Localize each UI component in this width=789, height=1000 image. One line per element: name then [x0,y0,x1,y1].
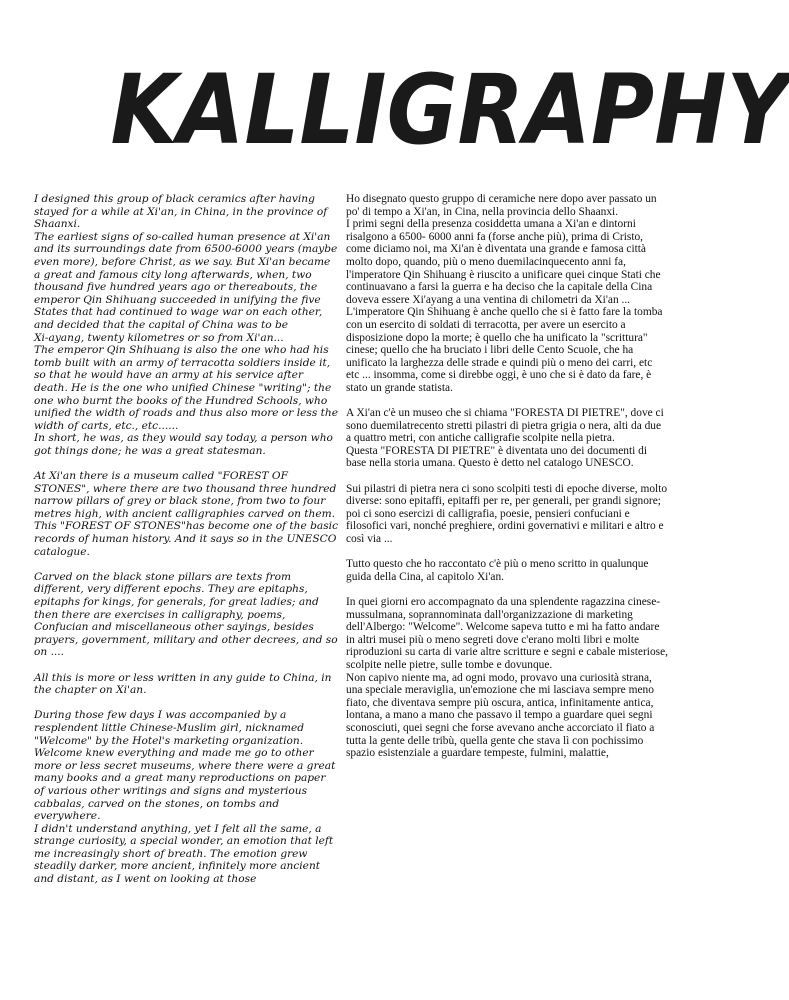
italian-paragraph: In quei giorni ero accompagnato da una splendente ragazzina cinese-mussulmana, soprannominata dall'organizzazione di marketing dell'Albergo: "Welcome". Welcome sapeva tutto e mi ha fatto andare in altri musei più o meno segreti dove c'erano molti libri e molte riproduzioni su carta di varie altre scritture e segni e cabale misteriose, scolpite nelle pietre, sulle tombe e dovunque. Non capivo niente ma, ad ogni modo, provavo una curiosità strana, una speciale meraviglia, un'emozione che mi lasciava sempre meno fiato, che diventava sempre più oscura, antica, infinitamente antica, lontana, a mano a mano che passavo il tempo a guardare quei segni sconosciuti, quei segni che forse avevano anche accorciato il fiato a tutta la gente delle tribù, quella gente che stava lì con pochissimo spazio esistenziale a guardare tempeste, fulmini, malattie, [346,596,668,760]
english-paragraph: Carved on the black stone pillars are texts from different, very different epochs. They are epitaphs, epitaphs for kings, for generals, for great ladies; and then there are exercises in calligraphy, poems, Confucian and miscellaneous other sayings, besides prayers, government, military and other decrees, and so on .... [34,570,338,659]
italian-paragraph: A Xi'an c'è un museo che si chiama "FORESTA DI PIETRE", dove ci sono duemilatrecento stretti pilastri di pietra grigia o nera, alti da due a quattro metri, con antiche calligrafie scolpite nella pietra. Questa "FORESTA DI PIETRE" è diventata uno dei documenti di base nella storia umana. Questo è detto nel catalogo UNESCO. [346,407,664,470]
english-paragraph: During those few days I was accompanied by a resplendent little Chinese-Muslim girl, nicknamed "Welcome" by the Hotel's marketing organization. Welcome knew everything and made me go to other more or less secret museums, where there were a great many books and a great many reproductions on paper of various other writings and signs and mysterious cabbalas, carved on the stones, on tombs and everywhere. I didn't understand anything, yet I felt all the same, a strange curiosity, a special wonder, an emotion that left me increasingly short of breath. The emotion grew steadily darker, more ancient, infinitely more ancient and distant, as I went on looking at those [34,709,336,886]
italian-paragraph: Ho disegnato questo gruppo di ceramiche nere dopo aver passato un po' di tempo a Xi'an, in Cina, nella provincia dello Shaanxi. I primi segni della presenza cosiddetta umana a Xi'an e dintorni risalgono a 6500- 6000 anni fa (forse anche più), prima di Cristo, come diciamo noi, ma Xi'an è diventata una grande e famosa città molto dopo, quando, più o meno duemilacinquecento anni fa, l'imperatore Qin Shihuang è riuscito a unificare quei cinque Stati che continuavano a farsi la guerra e ha deciso che la capitale della Cina doveva essere Xi'ayang a una ventina di chilometri da Xi'an ... L'imperatore Qin Shihuang è anche quello che si è fatto fare la tomba con un esercito di soldati di terracotta, per avere un esercito a disposizione dopo la morte; è quello che ha unificato la "scrittura" cinese; quello che ha bruciato i libri delle Cento Scuole, che ha unificato la larghezza delle strade e quindi più o meno dei carri, etc etc ... insomma, come si direbbe oggi, è uno che si è dato da fare, è stato un grande statista. [346,193,663,394]
italian-column [346,193,668,772]
italian-paragraph: Tutto questo che ho raccontato c'è più o meno scritto in qualunque guida della Cina, al capitolo Xi'an. [346,558,649,583]
english-paragraph: All this is more or less written in any guide to China, in the chapter on Xi'an. [34,671,332,697]
page-title: KALLIGRAPHY [110,54,789,166]
english-paragraph: I designed this group of black ceramics after having stayed for a while at Xi'an, in China, in the province of Shaanxi. The earliest signs of so-called human presence at Xi'an and its surroundings date from 6500-6000 years (maybe even more), before Christ, as we say. But Xi'an became a great and famous city long afterwards, when, two thousand five hundred years ago or thereabouts, the emperor Qin Shihuang succeeded in unifying the five States that had continued to wage war on each other, and decided that the capital of China was to be Xi-ayang, twenty kilometres or so from Xi'an... The emperor Qin Shihuang is also the one who had his tomb built with an army of terracotta soldiers inside it, so that he would have an army at his service after death. He is the one who unified Chinese "writing"; the one who burnt the books of the Hundred Schools, who unified the width of roads and thus also more or less the width of carts, etc., etc...... In short, he was, as they would say today, a person who got things done; he was a great statesman. [34,193,338,457]
italian-paragraph: Sui pilastri di pietra nera ci sono scolpiti testi di epoche diverse, molto diverse: sono epitaffi, epitaffi per re, per generali, per grandi signore; poi ci sono esercizi di calligrafia, poesie, pensieri confuciani e filosofici vari, nonché preghiere, ordini governativi e militari e altro e così via ... [346,482,668,546]
english-column [34,193,339,898]
english-paragraph: At Xi'an there is a museum called "FOREST OF STONES", where there are two thousand three hundred narrow pillars of grey or black stone, from two to four metres high, with ancient calligraphies carved on them. This "FOREST OF STONES"has become one of the basic records of human history. And it says so in the UNESCO catalogue. [34,470,338,558]
